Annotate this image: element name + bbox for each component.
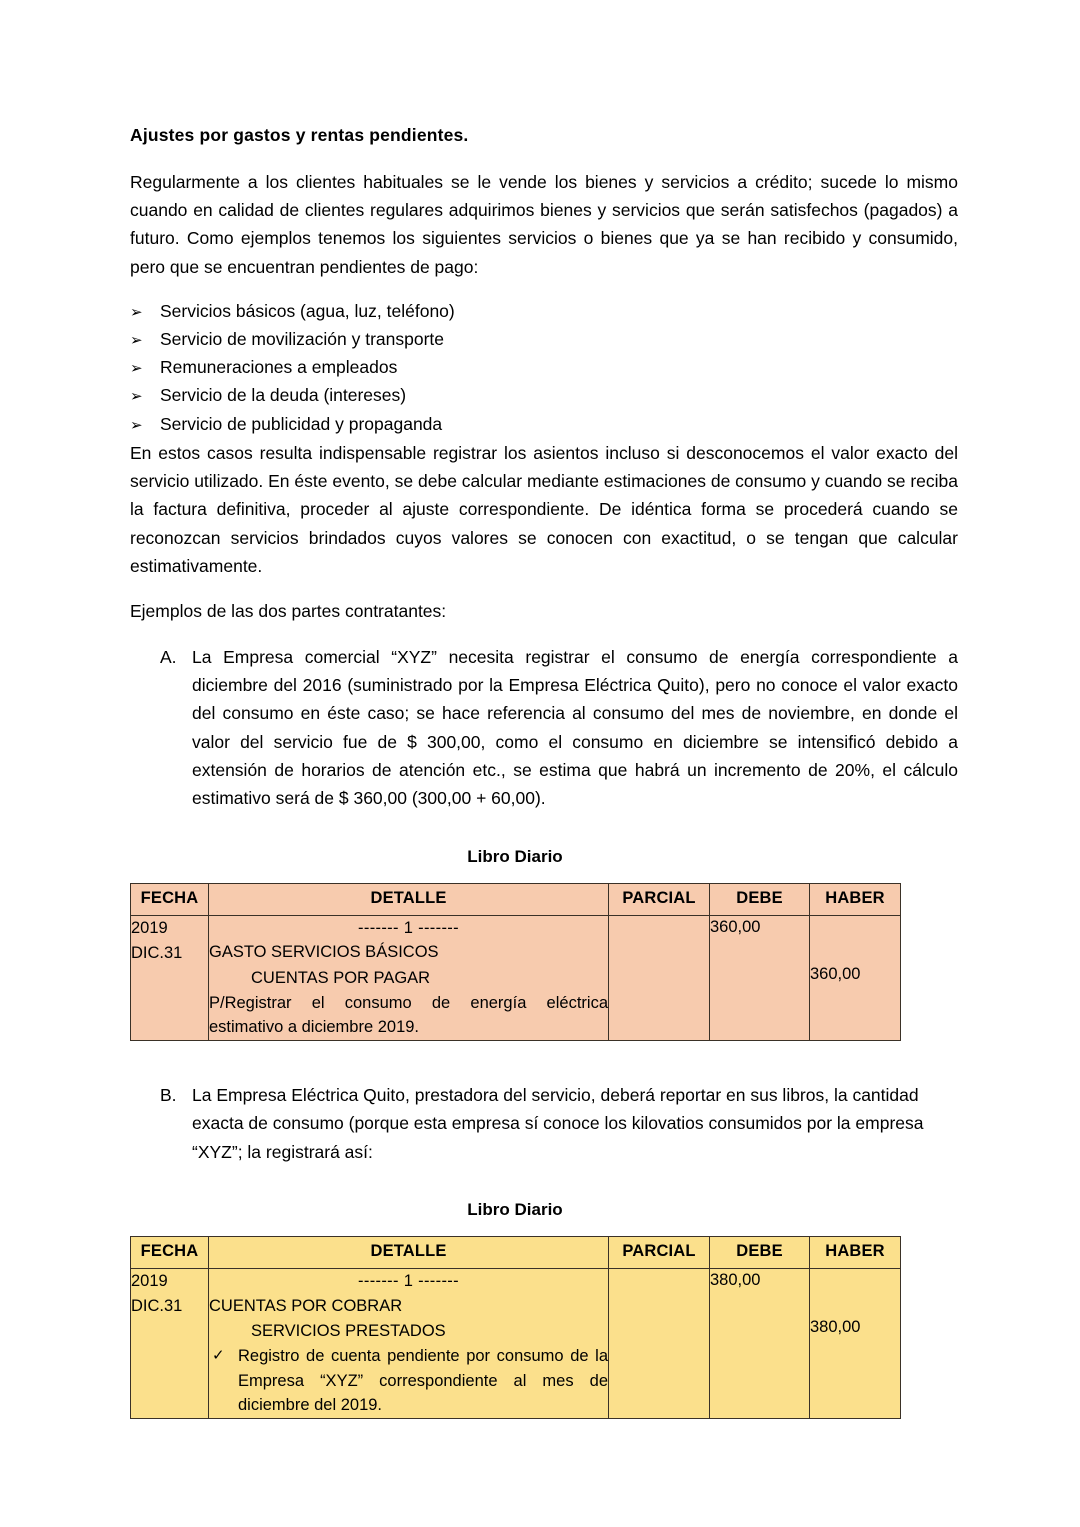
example-b-text: La Empresa Eléctrica Quito, prestadora del servicio, deberá reportar en sus libros, la cantidad exacta de consumo (porque esta empresa sí conoce los kilovatios consumidos por la empresa “XYZ”; la registrará así: <box>192 1085 924 1162</box>
cell-fecha <box>131 915 209 1040</box>
page-title: Ajustes por gastos y rentas pendientes. <box>130 125 469 145</box>
example-a <box>130 643 958 813</box>
example-b-marker: B. <box>160 1085 177 1106</box>
table-b-caption: Libro Diario <box>467 1200 563 1220</box>
column-header-debe: DEBE <box>710 883 810 915</box>
table-row <box>131 915 901 1040</box>
examples-lead: Ejemplos de las dos partes contratantes: <box>130 601 447 622</box>
cell-fecha <box>131 1269 209 1419</box>
account-debit: CUENTAS POR COBRAR <box>209 1296 403 1315</box>
ledger-table-a <box>130 883 901 1041</box>
table-header-row <box>131 1237 901 1269</box>
arrow-bullet-icon: ➢ <box>130 359 143 378</box>
entry-memo: Registro de cuenta pendiente por consumo de la Empresa “XYZ” correspondiente al mes de diciembre del 2019. <box>238 1346 608 1415</box>
cell-detalle <box>209 1269 609 1419</box>
cell-parcial <box>609 1269 710 1419</box>
column-header-detalle: DETALLE <box>209 1237 609 1269</box>
column-header-debe: DEBE <box>710 1237 810 1269</box>
entry-separator: ------- 1 ------- <box>358 918 459 937</box>
ledger-table-b <box>130 1236 901 1419</box>
pending-services-list <box>130 298 958 438</box>
table-a-caption: Libro Diario <box>467 846 563 866</box>
arrow-bullet-icon: ➢ <box>130 331 143 350</box>
check-bullet-icon: ✓ <box>212 1345 225 1364</box>
arrow-bullet-icon: ➢ <box>130 387 143 406</box>
arrow-bullet-icon: ➢ <box>130 303 143 321</box>
column-header-fecha: FECHA <box>131 883 209 915</box>
spacer <box>130 1041 958 1081</box>
list-item-label: Servicios básicos (agua, luz, teléfono) <box>160 301 455 321</box>
account-credit: CUENTAS POR PAGAR <box>251 968 431 987</box>
entry-memo-row <box>209 1344 608 1418</box>
example-b <box>130 1081 958 1166</box>
list-item-label: Servicio de la deuda (intereses) <box>160 385 407 406</box>
cell-debe: 380,00 <box>710 1269 810 1419</box>
list-item-label: Remuneraciones a empleados <box>160 357 398 378</box>
cell-haber: 360,00 <box>810 915 901 1040</box>
cell-detalle <box>209 915 609 1040</box>
column-header-haber: HABER <box>810 1237 901 1269</box>
fecha-day: DIC.31 <box>131 943 183 962</box>
list-item <box>130 354 958 381</box>
list-item <box>130 411 958 438</box>
example-a-text: La Empresa comercial “XYZ” necesita registrar el consumo de energía correspondiente a diciembre del 2016 (suministrado por la Empresa Eléctrica Quito), pero no conoce el valor exacto del consumo en éste caso; se hace referencia al consumo del mes de noviembre, en donde el valor del servicio fue de $ 300,00, como el consumo en diciembre se intensificó debido a extensión de horarios de atención etc., se estima que habrá un incremento de 20%, el cálculo estimativo será de $ 360,00 (300,00 + 60,00). <box>192 646 958 809</box>
document-content <box>130 124 958 1419</box>
table-row <box>131 1269 901 1419</box>
column-header-parcial: PARCIAL <box>609 1237 710 1269</box>
list-item <box>130 326 958 353</box>
column-header-haber: HABER <box>810 883 901 915</box>
cell-debe: 360,00 <box>710 915 810 1040</box>
body-paragraph: En estos casos resulta indispensable registrar los asientos incluso si desconocemos el valor exacto del servicio utilizado. En éste evento, se debe calcular mediante estimaciones de consumo y cuando se reciba la factura definitiva, proceder al ajuste correspondiente. De idéntica forma se procederá cuando se reconozcan servicios brindados cuyos valores se conocen con exactitud, o se tengan que calcular estimativamente. <box>130 442 958 576</box>
entry-memo: P/Registrar el consumo de energía eléctrica estimativo a diciembre 2019. <box>209 993 608 1037</box>
column-header-detalle: DETALLE <box>209 883 609 915</box>
account-credit: SERVICIOS PRESTADOS <box>251 1321 446 1340</box>
ledger-block-a <box>130 847 958 1041</box>
example-a-marker: A. <box>160 646 177 667</box>
account-debit: GASTO SERVICIOS BÁSICOS <box>209 943 439 962</box>
table-header-row <box>131 883 901 915</box>
column-header-parcial: PARCIAL <box>609 883 710 915</box>
fecha-year: 2019 <box>131 1272 168 1291</box>
fecha-day: DIC.31 <box>131 1297 183 1316</box>
cell-parcial <box>609 915 710 1040</box>
fecha-year: 2019 <box>131 918 168 937</box>
list-item-label: Servicio de movilización y transporte <box>160 329 445 350</box>
cell-haber: 380,00 <box>810 1269 901 1419</box>
entry-separator: ------- 1 ------- <box>358 1272 459 1291</box>
arrow-bullet-icon: ➢ <box>130 415 143 434</box>
list-item <box>130 298 958 325</box>
ledger-block-b <box>130 1200 958 1419</box>
column-header-fecha: FECHA <box>131 1237 209 1269</box>
intro-paragraph: Regularmente a los clientes habituales se le vende los bienes y servicios a crédito; sucede lo mismo cuando en calidad de clientes regulares adquirimos bienes y servicios que serán satisfechos (pagados) a futuro. Como ejemplos tenemos los siguientes servicios o bienes que ya se han recibido y consumido, pero que se encuentran pendientes de pago: <box>130 171 958 277</box>
list-item-label: Servicio de publicidad y propaganda <box>160 413 443 434</box>
list-item <box>130 382 958 409</box>
